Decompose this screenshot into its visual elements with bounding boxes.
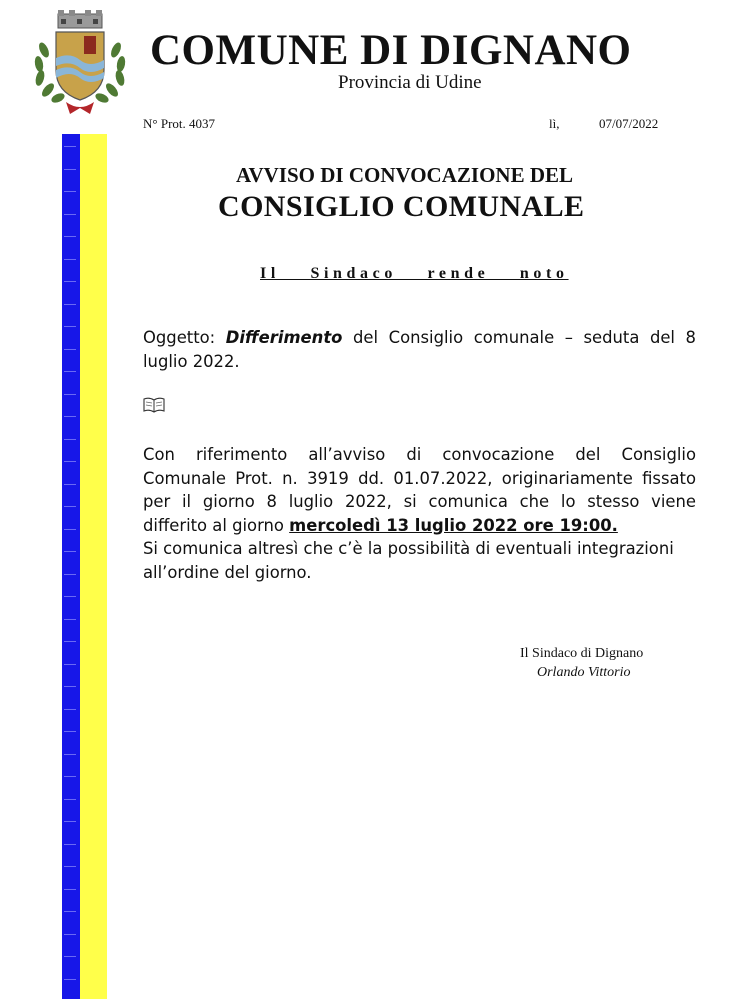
stripe-tick	[64, 169, 76, 170]
body-line: Si comunica altresì che c’è la possibilità di eventuali integrazioni	[143, 539, 674, 558]
stripe-tick	[64, 551, 76, 552]
stripe-tick	[64, 214, 76, 215]
stripe-tick	[64, 461, 76, 462]
protocol-number: N° Prot. 4037	[143, 116, 216, 131]
stripe-tick	[64, 979, 76, 980]
body-line: per il giorno 8 luglio 2022, si comunica che lo stesso viene	[143, 492, 696, 511]
stripe-tick	[64, 664, 76, 665]
stripe-tick	[64, 619, 76, 620]
municipality-title: COMUNE DI DIGNANO	[150, 27, 632, 74]
body-line: all’ordine del giorno.	[143, 562, 312, 582]
stripe-tick	[64, 596, 76, 597]
stripe-tick	[64, 146, 76, 147]
open-book-icon	[143, 397, 165, 413]
signature-name: Orlando Vittorio	[537, 665, 631, 680]
signature-role: Il Sindaco di Dignano	[520, 646, 644, 661]
body-line	[143, 514, 696, 538]
shield	[56, 32, 104, 100]
new-meeting-date: mercoledì 13 luglio 2022 ore 19:00.	[289, 515, 618, 535]
stripe-tick	[64, 866, 76, 867]
place-prefix: lì,	[549, 116, 560, 131]
stripe-tick	[64, 236, 76, 237]
stripe-tick	[64, 484, 76, 485]
subject-text: del Consiglio comunale – seduta del 8 luglio 2022.	[143, 328, 696, 371]
stripe-tick	[64, 641, 76, 642]
stripe-tick	[64, 394, 76, 395]
stripe-tick	[64, 731, 76, 732]
heading-line-2: CONSIGLIO COMUNALE	[218, 190, 585, 223]
announcement-line: Il Sindaco rende noto	[260, 265, 569, 282]
stripe-tick	[64, 844, 76, 845]
stripe-tick	[64, 686, 76, 687]
stripe-tick	[64, 709, 76, 710]
deferral-prefix: differito al giorno	[143, 515, 284, 535]
body-paragraph	[143, 443, 696, 584]
stripe-tick	[64, 439, 76, 440]
stripe-tick	[64, 889, 76, 890]
stripe-tick	[64, 529, 76, 530]
document-date: 07/07/2022	[599, 116, 659, 131]
stripe-tick	[64, 911, 76, 912]
body-line: Comunale Prot. n. 3919 dd. 01.07.2022, originariamente fissato	[143, 468, 696, 488]
stripe-tick	[64, 776, 76, 777]
subject-emphasis: Differimento	[225, 328, 343, 347]
crown-icon	[58, 10, 102, 28]
stripe-tick	[64, 416, 76, 417]
stripe-tick	[64, 754, 76, 755]
province-label: Provincia di Udine	[338, 72, 482, 93]
stripe-tick	[64, 191, 76, 192]
blue-side-stripe	[62, 134, 80, 999]
stripe-tick	[64, 506, 76, 507]
stripe-tick	[64, 304, 76, 305]
yellow-side-stripe	[80, 134, 107, 999]
stripe-tick	[64, 371, 76, 372]
stripe-tick	[64, 799, 76, 800]
stripe-tick	[64, 956, 76, 957]
stripe-tick	[64, 326, 76, 327]
stripe-tick	[64, 281, 76, 282]
ribbon	[66, 102, 94, 114]
body-line: Con riferimento all’avviso di convocazione del Consiglio	[143, 445, 696, 464]
stripe-tick	[64, 821, 76, 822]
stripe-tick	[64, 574, 76, 575]
stripe-tick	[64, 349, 76, 350]
stripe-tick	[64, 259, 76, 260]
stripe-tick	[64, 934, 76, 935]
subject-paragraph	[143, 326, 696, 373]
heading-line-1: AVVISO DI CONVOCAZIONE DEL	[236, 163, 574, 187]
subject-label: Oggetto:	[143, 328, 216, 347]
coat-of-arms-icon	[30, 8, 130, 120]
